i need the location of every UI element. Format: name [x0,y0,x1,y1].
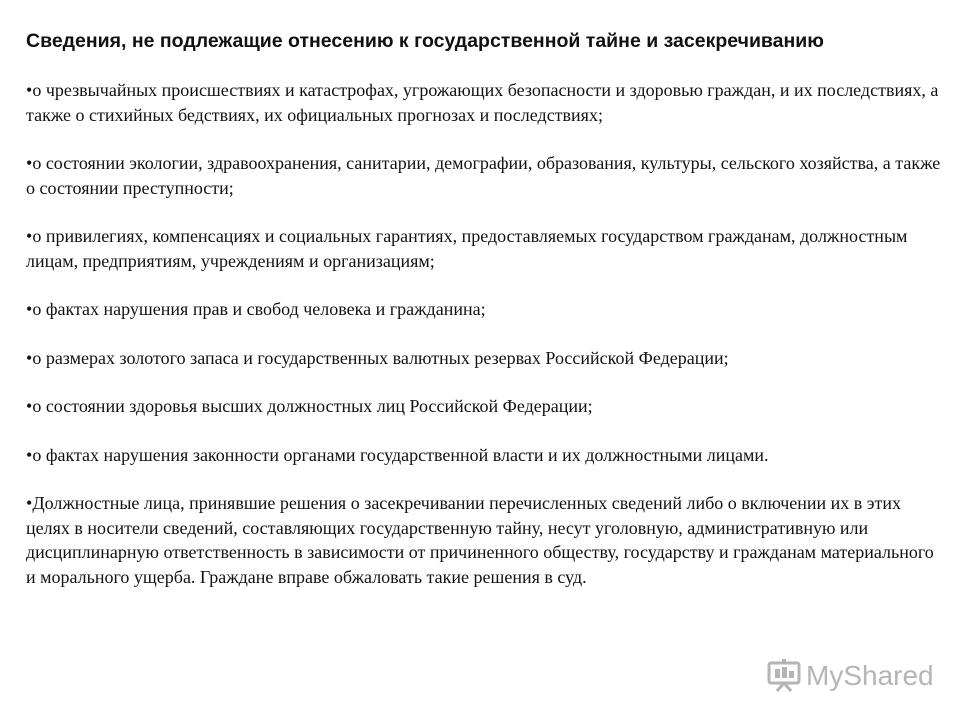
watermark[interactable] [766,656,934,696]
slide-content [26,28,941,613]
list-item [26,224,941,273]
watermark-text: MyShared [806,660,934,691]
list-item-text: о состоянии здоровья высших должностных лиц Российской Федерации; [32,396,593,416]
slide-title: Сведения, не подлежащие отнесению к государственной тайне и засекречиванию [26,30,824,52]
list-item [26,346,941,371]
list-item-text: о состоянии экологии, здравоохранения, санитарии, демографии, образования, культуры, сельского хозяйства, а также о состоянии преступности; [26,153,941,198]
list-item [26,443,941,468]
bullet-marker: • [26,444,33,465]
bullet-marker: • [26,153,33,173]
list-item-text: Должностные лица, принявшие решения о засекречивании перечисленных сведений либо о включении их в этих целях в носители сведений, составляющих государственную тайну, несут уголовную, административную или дисциплинарную ответственность в зависимости от причиненного обществу, государству и гражданам материального и морального ущерба. Граждане вправе обжаловать такие решения в суд. [26,493,934,587]
list-item-text: о привилегиях, компенсациях и социальных гарантиях, предоставляемых государством гражданам, должностным лицам, предприятиям, учреждениям и организациям; [26,226,908,271]
list-item-text: о чрезвычайных происшествиях и катастрофах, угрожающих безопасности и здоровью граждан, и их последствиях, а также о стихийных бедствиях, их официальных прогнозах и последствиях; [26,80,939,125]
list-item [26,78,941,127]
list-item [26,394,941,419]
list-item [26,491,941,589]
bullet-marker: • [26,80,33,100]
list-item-text: о размерах золотого запаса и государственных валютных резервах Российской Федерации; [32,347,729,368]
list-item [26,151,941,200]
list-item [26,297,941,322]
presentation-board-icon [766,659,802,693]
list-item-text: о фактах нарушения законности органами государственной власти и их должностными лицами. [32,444,769,465]
bullet-marker: • [26,347,33,368]
bullet-marker: • [26,299,33,319]
bullet-marker: • [26,226,33,246]
bullet-marker: • [26,396,33,416]
bullet-marker: • [26,493,33,513]
list-item-text: о фактах нарушения прав и свобод человека и гражданина; [32,299,486,319]
